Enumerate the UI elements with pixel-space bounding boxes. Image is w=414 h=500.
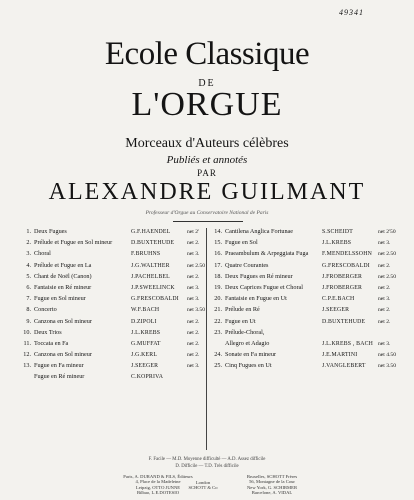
difficulty-legend-line2: D. Difficile — T.D. Très difficile: [175, 464, 239, 469]
list-item: 1. Deux Fugues G.F.HAENDEL net 2': [26, 228, 200, 235]
list-item: 19. Deux Caprices Fugue et Choral J.FROBERGER net 2.: [214, 283, 391, 291]
list-item: 9. Canzona en Sol mineur D.ZIPOLI net 2.: [26, 317, 200, 325]
editor-role: Professeur d'Orgue au Conservatoire National de Paris: [145, 210, 269, 216]
title-line2: DE: [198, 78, 216, 89]
list-item: 21. Prélude en Ré J.SEEGER net 2.: [214, 306, 391, 314]
list-item: 24. Sonate en Fa mineur J.E.MARTINI net 4.50: [214, 351, 397, 359]
publisher-middle: London SCHOTT & Co: [188, 480, 218, 491]
published-annotated: Publiés et annotés: [166, 154, 248, 166]
list-item: 18. Deux Fugues en Ré mineur J.FROBERGER net 2.50: [214, 272, 397, 280]
list-item: 6. Fantaisie en Ré mineur J.P.SWEELINCK net 3.: [26, 283, 200, 291]
list-item: Fugue en Ré mineur C.KOPRIVA: [34, 373, 164, 381]
subtitle: Morceaux d'Auteurs célèbres: [125, 136, 289, 151]
list-item: 13. Fugue en Fa mineur J.SEEGER net 3.: [23, 362, 200, 370]
list-item: 22. Fugue en Ut D.BUXTEHUDE net 2.: [214, 317, 391, 325]
editor-name: ALEXANDRE GUILMANT: [48, 179, 366, 205]
list-item: 10. Deux Trios J.L.KREBS net 2.: [23, 328, 200, 336]
publisher-left: Paris, A. DURAND & FILS, Éditeurs 4, Place de la Madeleine Leipzig, OTTO JUNNE Bilbao, L.E.DOTESIO: [123, 474, 193, 496]
list-item: Allegro et Adagio J.L.KREBS , BACH net 3.: [225, 339, 391, 347]
column-divider: [206, 228, 207, 450]
list-item: 12. Canzona en Sol mineur J.G.KERL net 2.: [23, 351, 200, 359]
difficulty-legend-line1: F. Facile — M.D. Moyenne difficulté — A.D. Assez difficile: [148, 457, 266, 462]
publisher-right: Bruxelles, SCHOTT Frères 56, Montagne de la Cour New York, G. SCHIRMER Barcelone, A. VIDAL: [246, 474, 298, 496]
list-item: 20. Fantaisie en Fugue en Ut C.P.E.BACH net 3.: [214, 295, 391, 303]
list-item: 2. Prélude et Fugue en Sol mineur D.BUXTEHUDE net 2.: [26, 239, 200, 247]
par: PAR: [197, 168, 217, 178]
contents-right: [211, 226, 400, 371]
plate-number: 49341: [339, 8, 364, 17]
list-item: 17. Quatre Courantes G.FRESCOBALDI net 2.: [214, 261, 391, 269]
list-item: 25. Cinq Fugues en Ut J.VANGLEBERT net 3.50: [214, 362, 397, 370]
list-item: 4. Prélude et Fugue en La J.G.WALTHER net 2.50: [26, 261, 206, 269]
list-item: 7. Fugue en Sol mineur G.FRESCOBALDI net 3.: [26, 295, 200, 303]
list-item: 15. Fugue en Sol J.L.KREBS net 3.: [214, 239, 391, 247]
title-line3: L'ORGUE: [131, 86, 283, 123]
title-line1: Ecole Classique: [104, 36, 310, 72]
list-item: 16. Praeambulum & Arpeggiata Fuga F.MENDELSSOHN net 2.50: [214, 250, 397, 258]
list-item: 14. Cantilena Anglica Fortunae S.SCHEIDT net 2'50: [214, 228, 396, 235]
list-item: 23. Prélude-Choral,: [214, 328, 265, 336]
list-item: 11. Toccata en Fa G.MUFFAT net 2.: [23, 339, 200, 347]
divider-rule: [173, 221, 243, 222]
list-item: 8. Concerto W.F.BACH net 3.50: [26, 306, 206, 314]
list-item: 5. Chant de Noël (Canon) J.PACHELBEL net 2.: [26, 272, 200, 280]
list-item: 3. Choral F.BRUHNS net 3.: [26, 250, 200, 258]
contents-left: [20, 226, 209, 383]
